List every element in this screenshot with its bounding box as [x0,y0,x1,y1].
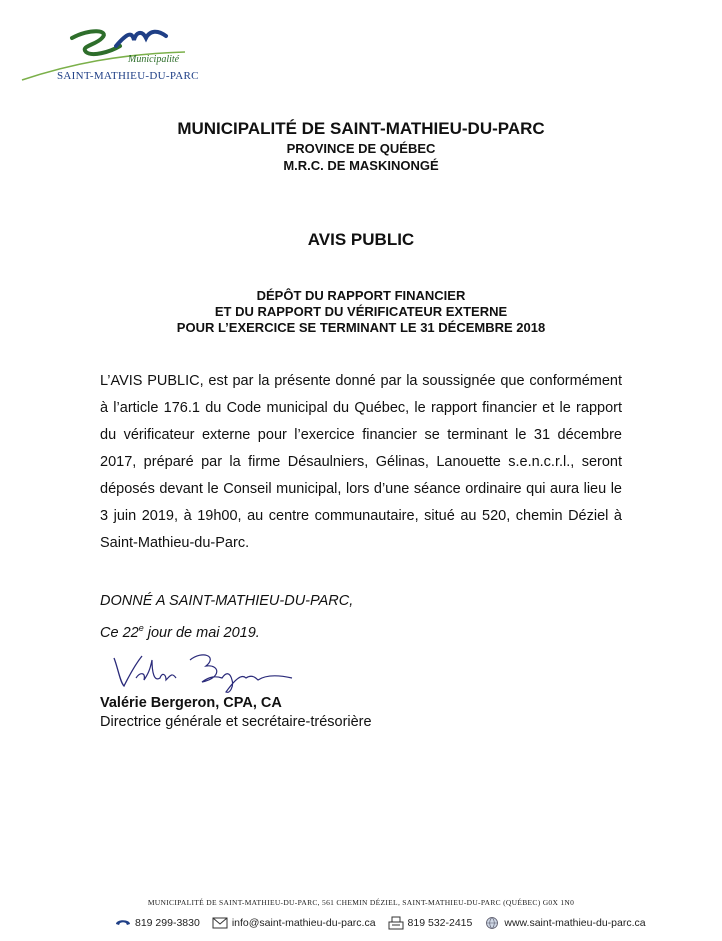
subject-line-2: ET DU RAPPORT DU VÉRIFICATEUR EXTERNE [214,304,508,319]
mrc-line: M.R.C. DE MASKINONGÉ [283,158,439,173]
footer-email-text[interactable]: info@saint-mathieu-du-parc.ca [231,917,376,929]
footer-fax [388,916,473,930]
municipal-logo [10,18,210,88]
globe-icon [484,916,500,930]
given-date [100,615,353,647]
subject-line-3: POUR L’EXERCICE SE TERMINANT LE 31 DÉCEMBRE 2018 [176,320,546,335]
handwritten-signature [106,648,296,698]
document-header [0,118,722,174]
province-line: PROVINCE DE QUÉBEC [286,141,436,156]
notice-subject [0,288,722,336]
footer-email[interactable] [212,917,376,929]
given-date-suffix: jour de mai 2019. [143,624,260,641]
given-place: DONNÉ A SAINT-MATHIEU-DU-PARC, [100,593,354,609]
given-block [100,588,353,647]
notice-body: L’AVIS PUBLIC, est par la présente donné par la soussignée que conformément à l’article 176.1 du Code municipal du Québec, le rapport financier et le rapport du vérificateur externe pour l’exercice financier se terminant le 31 décembre 2017, préparé par la firme Désaulniers, Gélinas, Lanouette s.e.n.c.r.l., seront déposés devant le Conseil municipal, lors d’une séance ordinaire qui aura lieu le 3 juin 2019, à 19h00, au centre communautaire, situé au 520, chemin Déziel à Saint-Mathieu-du-Parc. [100,373,622,551]
footer-website-text[interactable]: www.saint-mathieu-du-parc.ca [504,917,646,929]
logo-municipalite-text: Municipalité [128,54,180,65]
signer-name: Valérie Bergeron, CPA, CA [100,695,282,711]
municipality-title: MUNICIPALITÉ DE SAINT-MATHIEU-DU-PARC [177,119,545,138]
signer-role: Directrice générale et secrétaire-trésorière [100,714,372,730]
footer-address: MUNICIPALITÉ DE SAINT-MATHIEU-DU-PARC, 561 CHEMIN DÉZIEL, SAINT-MATHIEU-DU-PARC (QUÉBEC) G0X 1N0 [147,898,575,907]
footer-fax-text: 819 532-2415 [407,917,473,929]
notice-title: AVIS PUBLIC [307,230,415,249]
footer-contacts [115,913,658,933]
logo-municipality-name: SAINT-MATHIEU-DU-PARC [57,70,199,82]
phone-icon [115,917,131,929]
subject-line-1: DÉPÔT DU RAPPORT FINANCIER [256,288,466,303]
given-date-prefix: Ce 22 [100,624,139,641]
given-date-sup: e [138,623,144,633]
footer-phone-text: 819 299-3830 [135,917,200,929]
footer-phone [115,917,200,929]
fax-icon [388,916,404,930]
footer-website[interactable] [484,916,645,930]
signer-block [100,694,372,732]
envelope-icon [212,917,228,929]
